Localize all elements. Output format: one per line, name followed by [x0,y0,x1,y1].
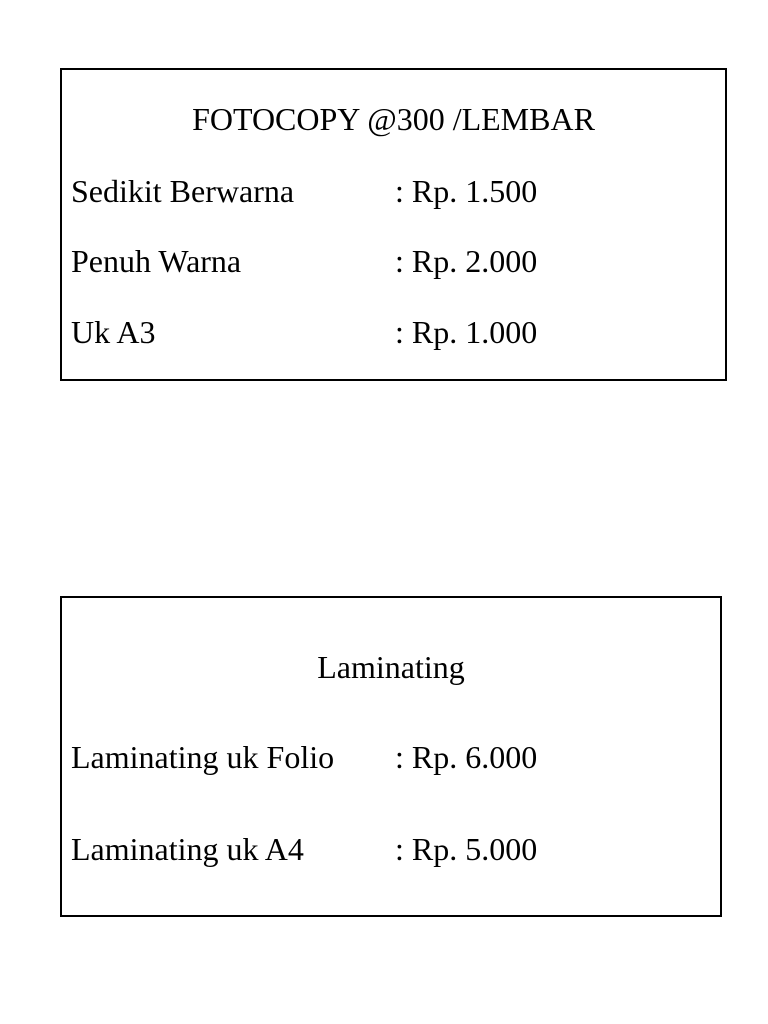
item-price: : Rp. 6.000 [395,739,538,775]
item-price: : Rp. 1.000 [395,314,538,350]
item-label: Uk A3 [71,314,156,350]
fotocopy-title: FOTOCOPY @300 /LEMBAR [192,101,595,137]
item-label: Sedikit Berwarna [71,173,295,209]
price-row-laminating-folio [62,739,720,775]
price-row-penuh-warna [62,243,725,279]
item-price: : Rp. 5.000 [395,831,538,867]
price-row-laminating-a4 [62,831,720,867]
item-label: Penuh Warna [71,243,242,279]
fotocopy-price-box [60,68,727,381]
item-price: : Rp. 1.500 [395,173,538,209]
price-row-uk-a3 [62,314,725,350]
item-label: Laminating uk A4 [71,831,304,867]
laminating-title: Laminating [317,649,465,685]
item-price: : Rp. 2.000 [395,243,538,279]
price-row-sedikit-berwarna [62,173,725,209]
laminating-price-box [60,596,722,917]
item-label: Laminating uk Folio [71,739,335,775]
